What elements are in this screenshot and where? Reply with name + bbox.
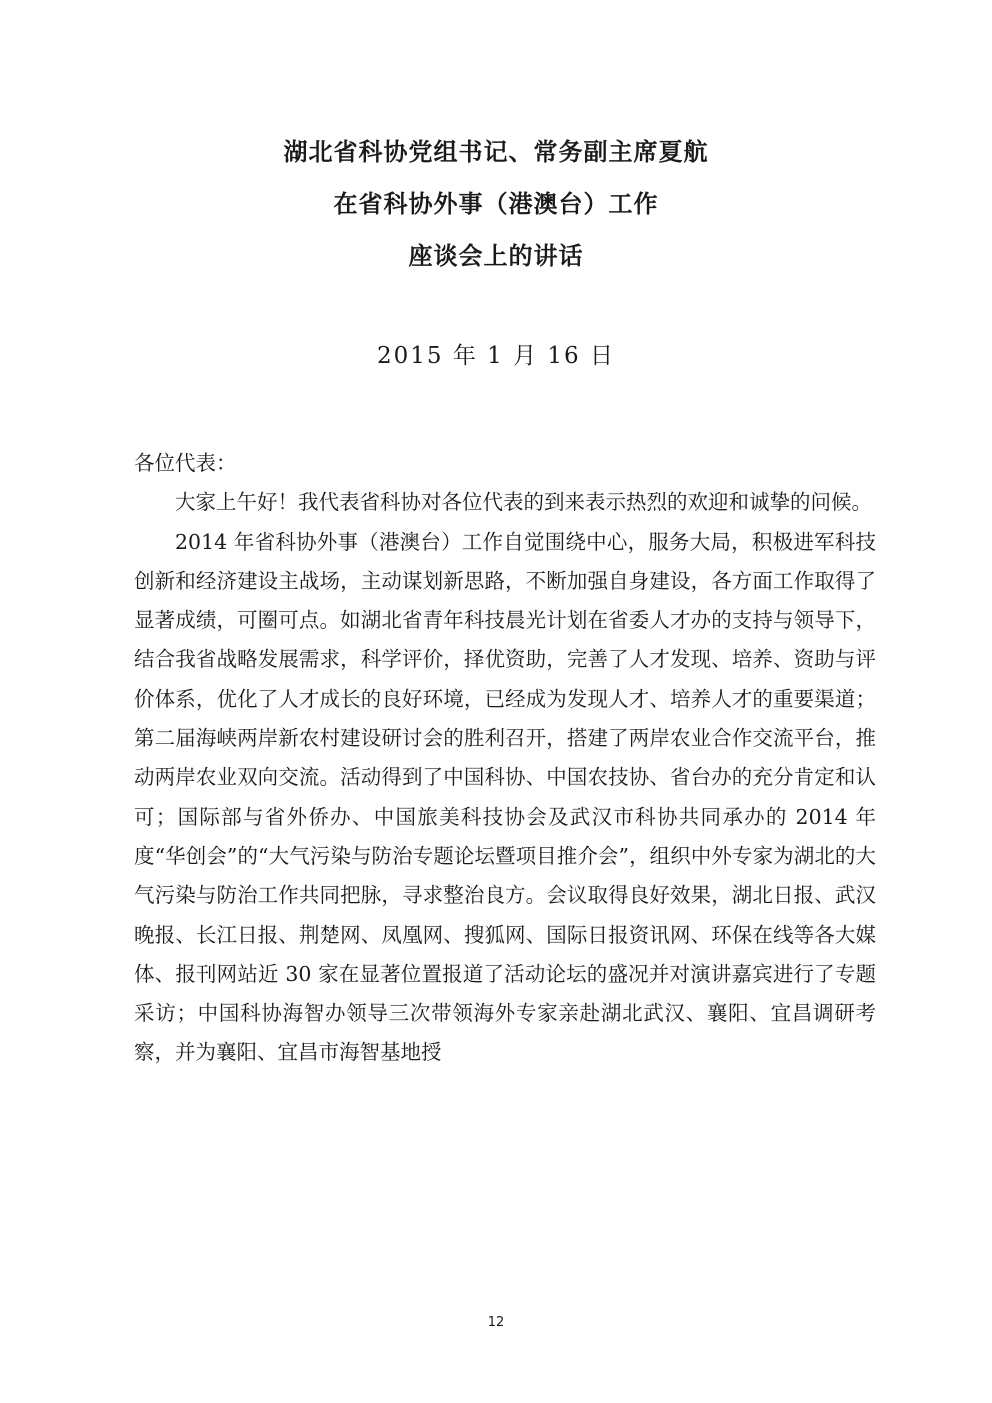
title-line-3: 座谈会上的讲话: [408, 242, 584, 270]
paragraph-review: 2014 年省科协外事（港澳台）工作自觉围绕中心，服务大局，积极进军科技创新和经济建设主战场，主动谋划新思路，不断加强自身建设，各方面工作取得了显著成绩，可圈可点。如湖北省青年科技晨光计划在省委人才办的支持与领导下，结合我省战略发展需求，科学评价，择优资助，完善了人才发现、培养、资助与评价体系，优化了人才成长的良好环境，已经成为发现人才、培养人才的重要渠道；第二届海峡两岸新农村建设研讨会的胜利召开，搭建了两岸农业合作交流平台，推动两岸农业双向交流。活动得到了中国科协、中国农技协、省台办的充分肯定和认可；国际部与省外侨办、中国旅美科技协会及武汉市科协共同承办的 2014 年度“华创会”的“大气污染与防治专题论坛暨项目推介会”，组织中外专家为湖北的大气污染与防治工作共同把脉，寻求整治良方。会议取得良好效果，湖北日报、武汉晚报、长江日报、荆楚网、凤凰网、搜狐网、国际日报资讯网、环保在线等各大媒体、报刊网站近 30 家在显著位置报道了活动论坛的盛况并对演讲嘉宾进行了专题采访；中国科协海智办领导三次带领海外专家亲赴湖北武汉、襄阳、宜昌调研考察，并为襄阳、宜昌市海智基地授: [134, 529, 876, 1065]
title-line-1: 湖北省科协党组书记、常务副主席夏航: [283, 138, 709, 166]
speech-body: [134, 444, 876, 1073]
salutation: 各位代表：: [134, 451, 237, 475]
speech-date: 2015 年 1 月 16 日: [377, 343, 615, 369]
paragraph-greeting: 大家上午好！我代表省科协对各位代表的到来表示热烈的欢迎和诚挚的问候。: [175, 490, 872, 515]
title-line-2: 在省科协外事（港澳台）工作: [333, 190, 659, 218]
speech-title: [0, 126, 992, 282]
page-number: 12: [487, 1315, 505, 1330]
